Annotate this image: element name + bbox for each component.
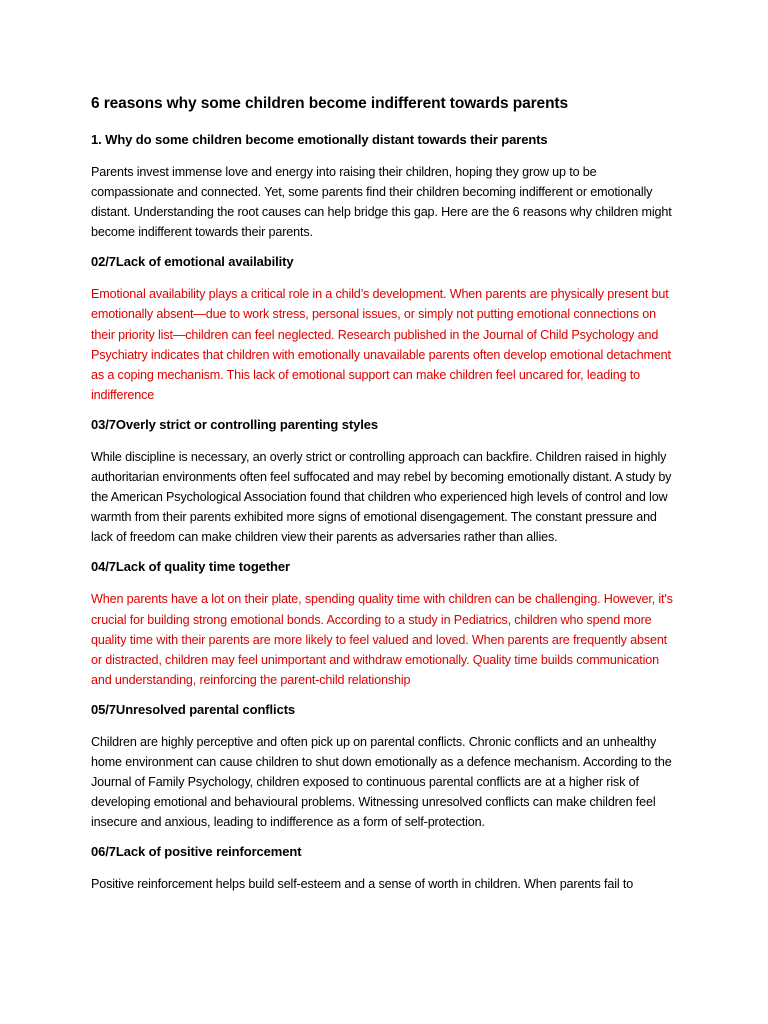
document-page [91,94,681,905]
section-heading: 03/7Overly strict or controlling parenting styles [91,416,378,432]
section-2 [91,253,681,405]
section-paragraph: Parents invest immense love and energy into raising their children, hoping they grow up to be compassionate and connected. Yet, some parents find their children becoming indifferent or emotionally distant. Understanding the root causes can help bridge this gap. Here are the 6 reasons why children might become indifferent towards their parents. [91,165,672,240]
document-title: 6 reasons why some children become indifferent towards parents [91,95,569,112]
section-heading: 04/7Lack of quality time together [91,559,290,575]
section-heading: 02/7Lack of emotional availability [91,254,294,270]
section-paragraph-highlighted: Emotional availability plays a critical role in a child’s development. When parents are physically present but emotionally absent—due to work stress, personal issues, or simply not putting emotional connections on their priority list—children can feel neglected. Research published in the Journal of Child Psychology and Psychiatry indicates that children with emotionally unavailable parents often develop emotional detachment as a coping mechanism. This lack of emotional support can make children feel uncared for, leading to indifference [91,287,671,402]
section-6 [91,843,681,894]
section-1 [91,131,681,242]
section-heading: 06/7Lack of positive reinforcement [91,844,302,860]
section-heading: 1. Why do some children become emotionally distant towards their parents [91,132,548,147]
section-3 [91,416,681,547]
section-paragraph-highlighted: When parents have a lot on their plate, spending quality time with children can be challenging. However, it's crucial for building strong emotional bonds. According to a study in Pediatrics, children who spend more quality time with their parents are more likely to feel valued and loved. When parents are frequently absent or distracted, children may feel unimportant and withdraw emotionally. Quality time builds communication and understanding, reinforcing the parent-child relationship [91,592,673,687]
section-heading: 05/7Unresolved parental conflicts [91,701,296,717]
section-4 [91,558,681,689]
section-5 [91,701,681,832]
section-paragraph: Positive reinforcement helps build self-esteem and a sense of worth in children. When parents fail to [91,877,634,892]
section-paragraph: Children are highly perceptive and often pick up on parental conflicts. Chronic conflicts and an unhealthy home environment can cause children to shut down emotionally as a defence mechanism. According to the Journal of Family Psychology, children exposed to continuous parental conflicts are at a higher risk of developing emotional and behavioural problems. Witnessing unresolved conflicts can make children feel insecure and anxious, leading to indifference as a form of self-protection. [91,734,672,830]
section-paragraph: While discipline is necessary, an overly strict or controlling approach can backfire. Children raised in highly authoritarian environments often feel suffocated and may rebel by becoming emotionally distant. A study by the American Psychological Association found that children who experienced high levels of control and low warmth from their parents exhibited more signs of emotional disengagement. The constant pressure and lack of freedom can make children view their parents as adversaries rather than allies. [91,449,672,545]
